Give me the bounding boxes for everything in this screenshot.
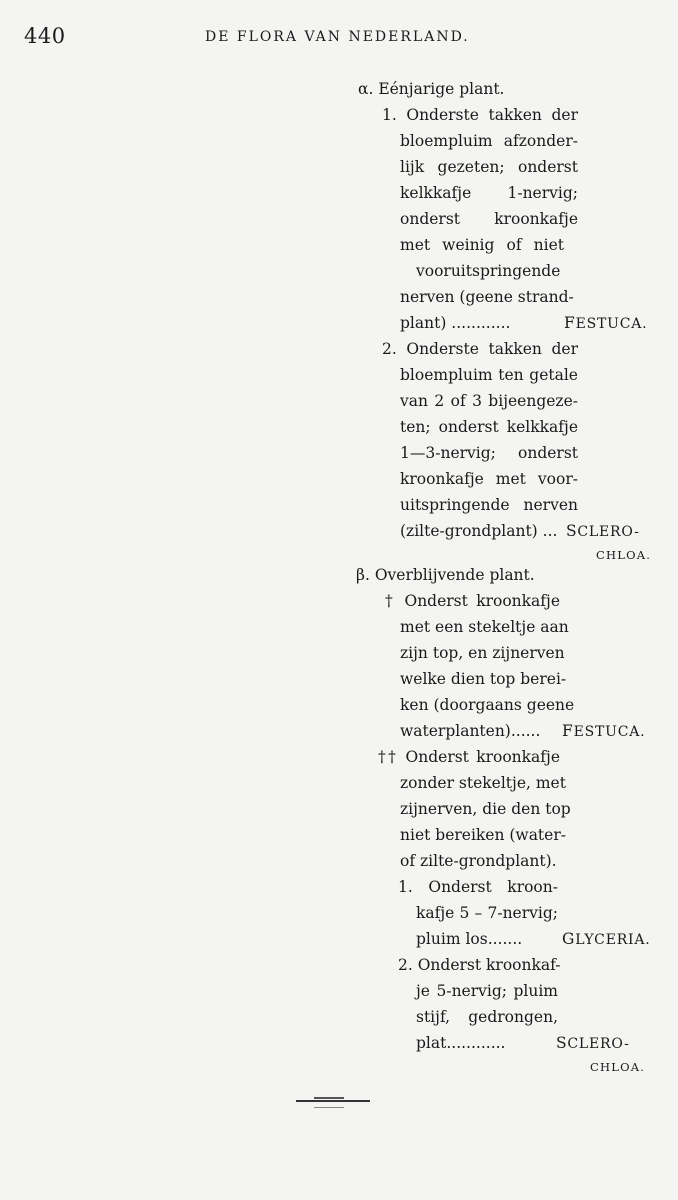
- key-line: je 5-nervig; pluim: [416, 982, 558, 1000]
- genus-sclerochloa: SCLERO-: [566, 522, 640, 540]
- key-line: ten; onderst kelkkafje: [400, 418, 578, 436]
- key-line: kroonkafje met voor-: [400, 470, 578, 488]
- key-line: pluim los.......: [416, 930, 523, 948]
- key-line: †† Onderst kroonkafje: [378, 748, 560, 766]
- key-line: 1—3-nervig; onderst: [400, 444, 578, 462]
- key-line: of zilte-grondplant).: [400, 852, 557, 870]
- key-line: lijk gezeten; onderst: [400, 158, 578, 176]
- key-line: plat............: [416, 1034, 506, 1052]
- key-line: † Onderst kroonkafje: [385, 592, 560, 610]
- key-line: waterplanten)......: [400, 722, 541, 740]
- section-end-rule: [296, 1100, 370, 1102]
- genus-festuca: FESTUCA.: [562, 722, 646, 740]
- key-line: zijn top, en zijnerven: [400, 644, 565, 662]
- key-line: vooruitspringende: [416, 262, 561, 280]
- key-line: (zilte-grondplant) ...: [400, 522, 558, 540]
- genus-glyceria: GLYCERIA.: [562, 930, 651, 948]
- key-line: onderst kroonkafje: [400, 210, 578, 228]
- genus-sclerochloa-continued: CHLOA.: [590, 1060, 646, 1074]
- running-title: DE FLORA VAN NEDERLAND.: [205, 29, 470, 45]
- key-line: van 2 of 3 bijeengeze-: [400, 392, 578, 410]
- key-line: zonder stekeltje, met: [400, 774, 566, 792]
- key-line: 2. Onderst kroonkaf-: [398, 956, 561, 974]
- key-line: kafje 5 – 7-nervig;: [416, 904, 558, 922]
- key-line: zijnerven, die den top: [400, 800, 571, 818]
- alpha-heading: α. Eénjarige plant.: [358, 80, 505, 98]
- key-line: met een stekeltje aan: [400, 618, 569, 636]
- key-line: nerven (geene strand-: [400, 288, 574, 306]
- key-line: stijf, gedrongen,: [416, 1008, 558, 1026]
- key-line: ken (doorgaans geene: [400, 696, 575, 714]
- key-line: bloempluim afzonder-: [400, 132, 578, 150]
- key-line: 1. Onderste takken der: [382, 106, 578, 124]
- beta-heading: β. Overblijvende plant.: [356, 566, 535, 584]
- page-number: 440: [24, 24, 66, 48]
- key-line: kelkkafje 1-nervig;: [400, 184, 578, 202]
- key-line: uitspringende nerven: [400, 496, 578, 514]
- key-line: met weinig of niet: [400, 236, 564, 254]
- genus-sclerochloa-continued: CHLOA.: [596, 548, 652, 562]
- genus-sclerochloa: SCLERO-: [556, 1034, 630, 1052]
- key-line: welke dien top berei-: [400, 670, 567, 688]
- key-line: niet bereiken (water-: [400, 826, 566, 844]
- genus-festuca: FESTUCA.: [564, 314, 648, 332]
- key-line: 1. Onderst kroon-: [398, 878, 558, 896]
- key-line: plant) ............: [400, 314, 511, 332]
- key-line: 2. Onderste takken der: [382, 340, 578, 358]
- key-line: bloempluim ten getale: [400, 366, 578, 384]
